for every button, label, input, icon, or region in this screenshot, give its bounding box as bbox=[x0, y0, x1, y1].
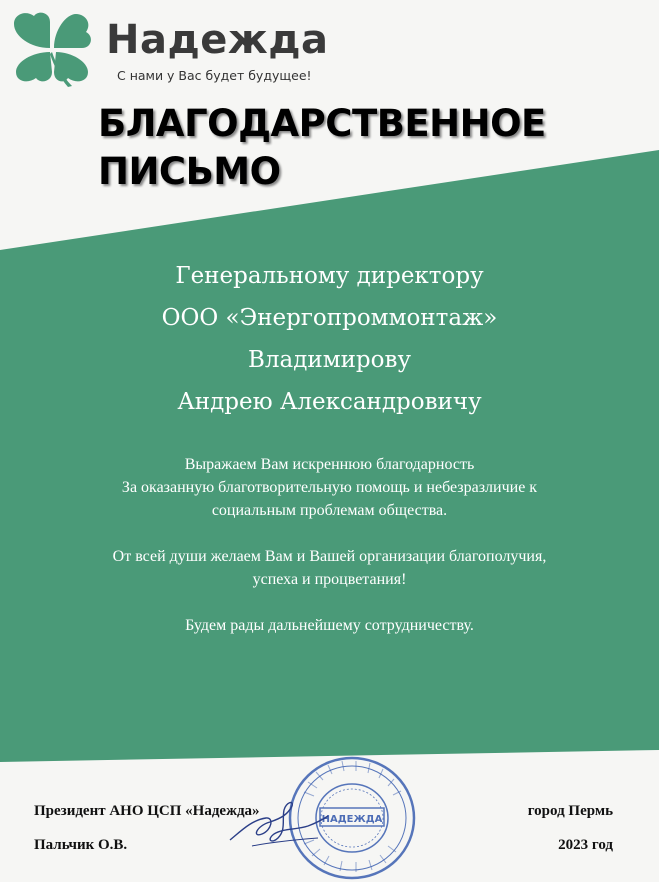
logo-slogan: С нами у Вас будет будущее! bbox=[117, 68, 312, 83]
body-p2-line-2: успеха и процветания! bbox=[252, 571, 407, 588]
city: город Пермь bbox=[527, 803, 613, 819]
recipient-line-3: Владимирову bbox=[248, 347, 411, 373]
recipient-line-1: Генеральному директору bbox=[175, 263, 484, 289]
body-p1-line-3: социальным проблемам общества. bbox=[211, 502, 448, 519]
body-paragraph-3 bbox=[0, 614, 659, 637]
signatory-position: Президент АНО ЦСП «Надежда» bbox=[34, 803, 260, 819]
letter-title bbox=[98, 100, 618, 196]
letter-body bbox=[0, 453, 659, 660]
signatory-block bbox=[34, 794, 260, 862]
logo-name: Надежда bbox=[106, 17, 329, 63]
signatory-name: Пальчик О.В. bbox=[34, 837, 128, 853]
title-line-1: БЛАГОДАРСТВЕННОЕ bbox=[98, 102, 546, 145]
body-paragraph-1 bbox=[0, 453, 659, 522]
title-line-2: ПИСЬМО bbox=[98, 150, 281, 193]
body-p3-line-1: Будем рады дальнейшему сотрудничеству. bbox=[185, 617, 474, 634]
recipient-line-2: ООО «Энергопроммонтаж» bbox=[161, 305, 498, 331]
body-p2-line-1: От всей души желаем Вам и Вашей организации благополучия, bbox=[112, 548, 547, 565]
body-paragraph-2 bbox=[0, 545, 659, 591]
recipient-block bbox=[0, 255, 659, 423]
logo bbox=[10, 8, 329, 88]
recipient-line-4: Андрею Александровичу bbox=[177, 389, 482, 415]
body-p1-line-2: За оказанную благотворительную помощь и небезразличие к bbox=[121, 479, 538, 496]
body-p1-line-1: Выражаем Вам искреннюю благодарность bbox=[184, 456, 475, 473]
stamp-center-text: НАДЕЖДА bbox=[321, 814, 383, 825]
clover-icon bbox=[10, 8, 100, 88]
year: 2023 год bbox=[558, 837, 613, 853]
place-date-block bbox=[528, 794, 613, 862]
